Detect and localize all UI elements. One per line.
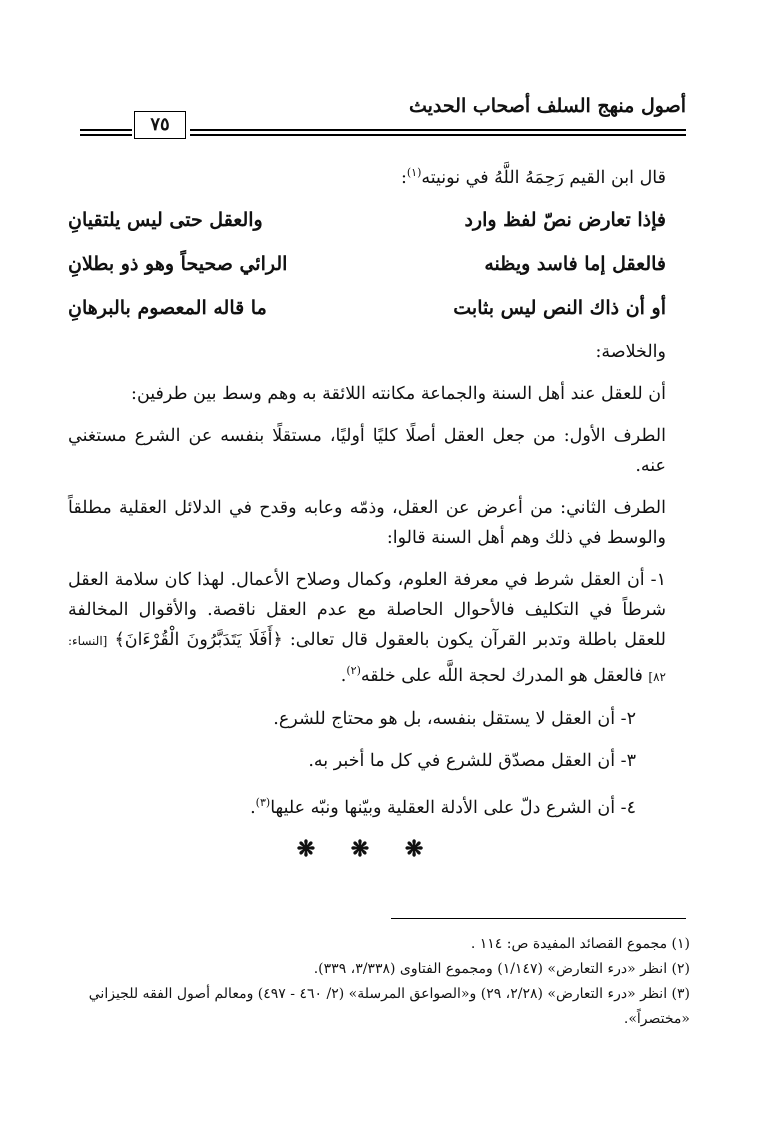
verse-first-hemistich: فإذا تعارض نصّ لفظ وارد: [464, 208, 666, 231]
verse-line: [68, 205, 666, 235]
footnote: (٣) انظر «درء التعارض» (٢/٢٨، ٢٩) و«الصواعق المرسلة» (٢/ ٤٦٠ - ٤٩٧) ومعالم أصول الفقه للجيزاني «مختصراً».: [88, 986, 690, 1027]
intro-text: قال ابن القيم رَحِمَهُ اللَّهُ في نونيته: [421, 167, 666, 188]
page-body: [68, 158, 666, 864]
point-2: ٢- أن العقل لا يستقل بنفسه، بل هو محتاج للشرع.: [273, 708, 636, 729]
intro-line: [68, 158, 666, 193]
footnote-ref-1: (١): [406, 166, 422, 179]
header-rule: [190, 129, 686, 136]
quran-reference: [النساء: ٨٢]: [68, 633, 666, 684]
point-1-text: ١- أن العقل شرط في معرفة العلوم، وكمال وصلاح الأعمال. لهذا كان سلامة العقل شرطاً في التكليف فالأحوال الحاصلة مع عدم العقل ناقصة. والأقوال المخالفة للعقل باطلة وتدبر القرآن يكون بالعقول قال تعالى: ﴿أَفَلَا يَتَدَبَّرُونَ الْقُرْءَانَ﴾: [68, 569, 666, 650]
verse-first-hemistich: فالعقل إما فاسد ويظنه: [484, 252, 666, 275]
page-header: [68, 95, 686, 143]
verse-line: [68, 249, 666, 279]
paragraph-point-1: ١- أن العقل شرط في معرفة العلوم، وكمال وصلاح الأعمال. لهذا كان سلامة العقل شرطاً في التكليف فالأحوال الحاصلة مع عدم العقل ناقصة. والأقوال المخالفة للعقل باطلة وتدبر القرآن يكون بالعقول قال تعالى: ﴿أَفَلَا يَتَدَبَّرُونَ الْقُرْءَانَ﴾ [النساء: ٨٢] فالعقل هو المدرك لحجة اللَّه على خلقه$^{(٢)}$.: [68, 569, 666, 686]
intro-colon: :: [400, 167, 407, 188]
paragraph: الطرف الأول: من جعل العقل أصلًا كليًا أوليًا، مستقلًا بنفسه عن الشرع مستغني عنه.: [68, 425, 666, 476]
page-number: ٧٥: [134, 111, 186, 139]
point-1-conclusion: فالعقل هو المدرك لحجة اللَّه على خلقه: [360, 665, 643, 686]
verse-second-hemistich: والعقل حتى ليس يلتقيانِ: [68, 208, 263, 231]
paragraph: الطرف الثاني: من أعرض عن العقل، وذمّه وعابه وقدح في الدلائل العقلية مطلقاً والوسط في ذلك وهم أهل السنة قالوا:: [68, 497, 666, 548]
footnote-divider: [391, 918, 686, 919]
footnote-ref-3: (٣): [255, 795, 271, 809]
footnote-ref-2: (٢): [346, 663, 361, 677]
footnotes: [68, 932, 690, 1032]
header-rule-short: [80, 129, 132, 136]
verse-line: [68, 293, 666, 323]
verse-first-hemistich: أو أن ذاك النص ليس بثابت: [453, 296, 666, 319]
point-4-text: ٤- أن الشرع دلّ على الأدلة العقلية وبيّنها ونبّه عليها: [270, 797, 636, 818]
paragraph: أن للعقل عند أهل السنة والجماعة مكانته اللائقة به وهم وسط بين طرفين:: [131, 383, 666, 404]
book-title: أصول منهج السلف أصحاب الحديث: [408, 95, 686, 117]
summary-heading: والخلاصة:: [595, 341, 666, 362]
point-3: ٣- أن العقل مصدّق للشرع في كل ما أخبر به.: [308, 750, 636, 771]
verse-second-hemistich: الرائي صحيحاً وهو ذو بطلانِ: [68, 252, 288, 275]
footnote: (١) مجموع القصائد المفيدة ص: ١١٤ .: [470, 936, 690, 952]
section-separator: ❋ ❋ ❋: [296, 836, 438, 863]
footnote: (٢) انظر «درء التعارض» (١/١٤٧) ومجموع الفتاوى (٣/٣٣٨، ٣٣٩).: [313, 961, 690, 977]
verse-second-hemistich: ما قاله المعصوم بالبرهانِ: [68, 296, 267, 319]
point-4: ٤- أن الشرع دلّ على الأدلة العقلية وبيّنها ونبّه عليها$^{(٣)}$.: [250, 795, 636, 818]
